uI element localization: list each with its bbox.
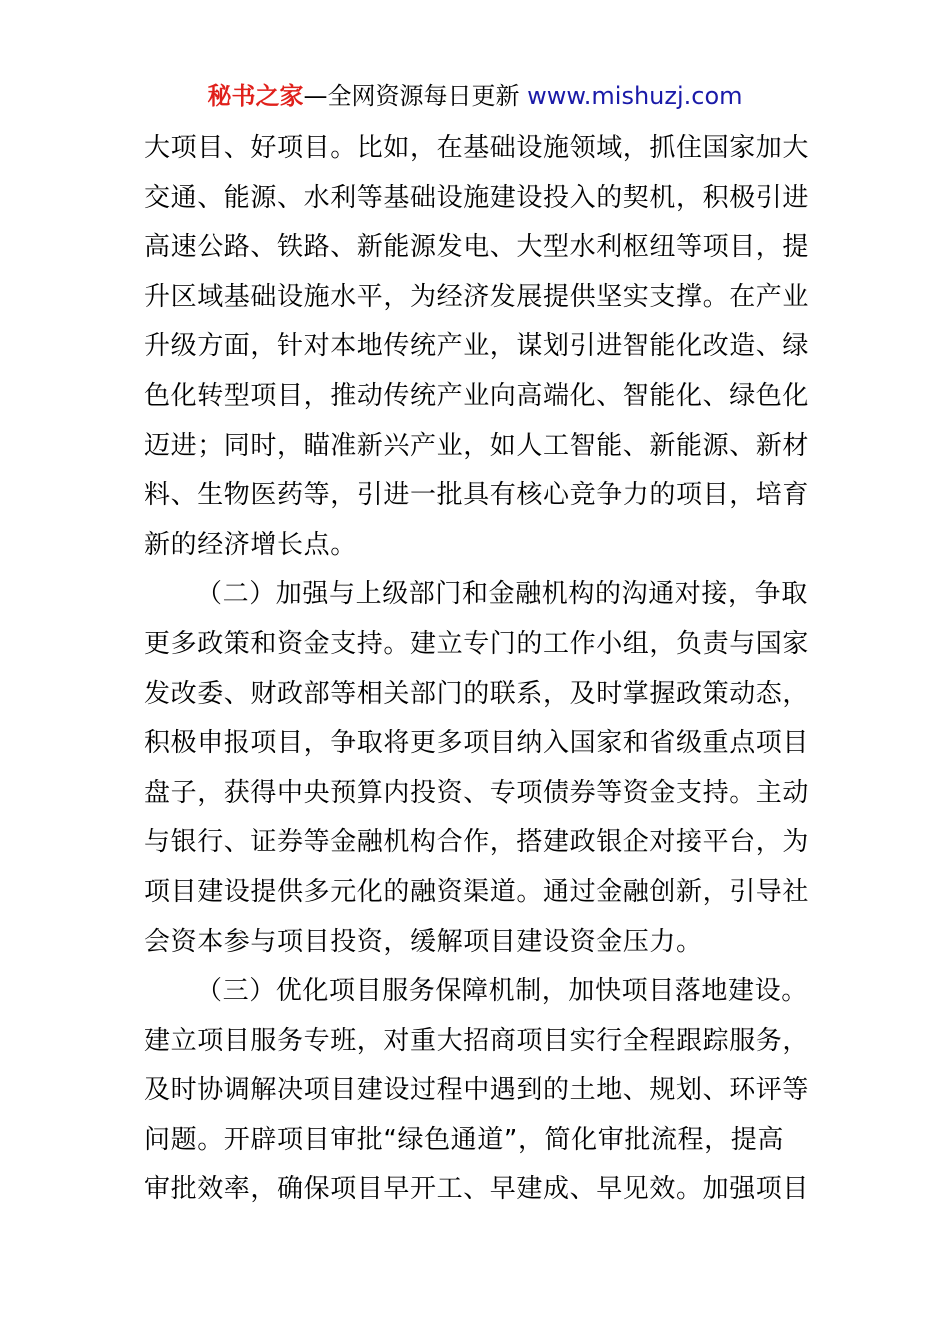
section-heading-line: （三）优化项目服务保障机制，加快项目落地建设。	[196, 976, 808, 1007]
section-heading-line: （二）加强与上级部门和金融机构的沟通对接，争取	[196, 579, 808, 610]
document-body	[144, 124, 810, 1215]
text-line: 盘子，获得中央预算内投资、专项债券等资金支持。主动	[144, 777, 810, 808]
text-line: 新的经济增长点。	[144, 529, 357, 560]
text-line: 料、生物医药等，引进一批具有核心竞争力的项目，培育	[144, 480, 810, 511]
site-url[interactable]: www.mishuzj.com	[527, 82, 743, 110]
text-line: 会资本参与项目投资，缓解项目建设资金压力。	[144, 926, 703, 957]
text-line: 迈进；同时，瞄准新兴产业，如人工智能、新能源、新材	[144, 430, 810, 461]
text-line: 问题。开辟项目审批“绿色通道”，简化审批流程，提高	[144, 1124, 784, 1155]
text-line: 及时协调解决项目建设过程中遇到的土地、规划、环评等	[144, 1075, 810, 1106]
text-line: 项目建设提供多元化的融资渠道。通过金融创新，引导社	[144, 876, 810, 907]
text-line: 升区域基础设施水平，为经济发展提供坚实支撑。在产业	[144, 281, 810, 312]
text-line: 发改委、财政部等相关部门的联系，及时掌握政策动态，	[144, 678, 810, 709]
brand-name: 秘书之家	[207, 82, 304, 110]
text-line: 高速公路、铁路、新能源发电、大型水利枢纽等项目，提	[144, 232, 810, 263]
header-tagline: —全网资源每日更新	[303, 82, 528, 110]
text-line: 更多政策和资金支持。建立专门的工作小组，负责与国家	[144, 628, 810, 659]
text-line: 大项目、好项目。比如，在基础设施领域，抓住国家加大	[144, 133, 810, 163]
text-line: 审批效率，确保项目早开工、早建成、早见效。加强项目	[144, 1174, 810, 1205]
text-line: 交通、能源、水利等基础设施建设投入的契机，积极引进	[144, 182, 810, 213]
text-line: 升级方面，针对本地传统产业，谋划引进智能化改造、绿	[144, 331, 810, 362]
text-line: 与银行、证券等金融机构合作，搭建政银企对接平台，为	[144, 827, 810, 858]
page-header	[0, 80, 950, 112]
text-line: 积极申报项目，争取将更多项目纳入国家和省级重点项目	[144, 728, 810, 759]
text-line: 建立项目服务专班，对重大招商项目实行全程跟踪服务，	[144, 1025, 810, 1056]
text-line: 色化转型项目，推动传统产业向高端化、智能化、绿色化	[144, 380, 810, 411]
